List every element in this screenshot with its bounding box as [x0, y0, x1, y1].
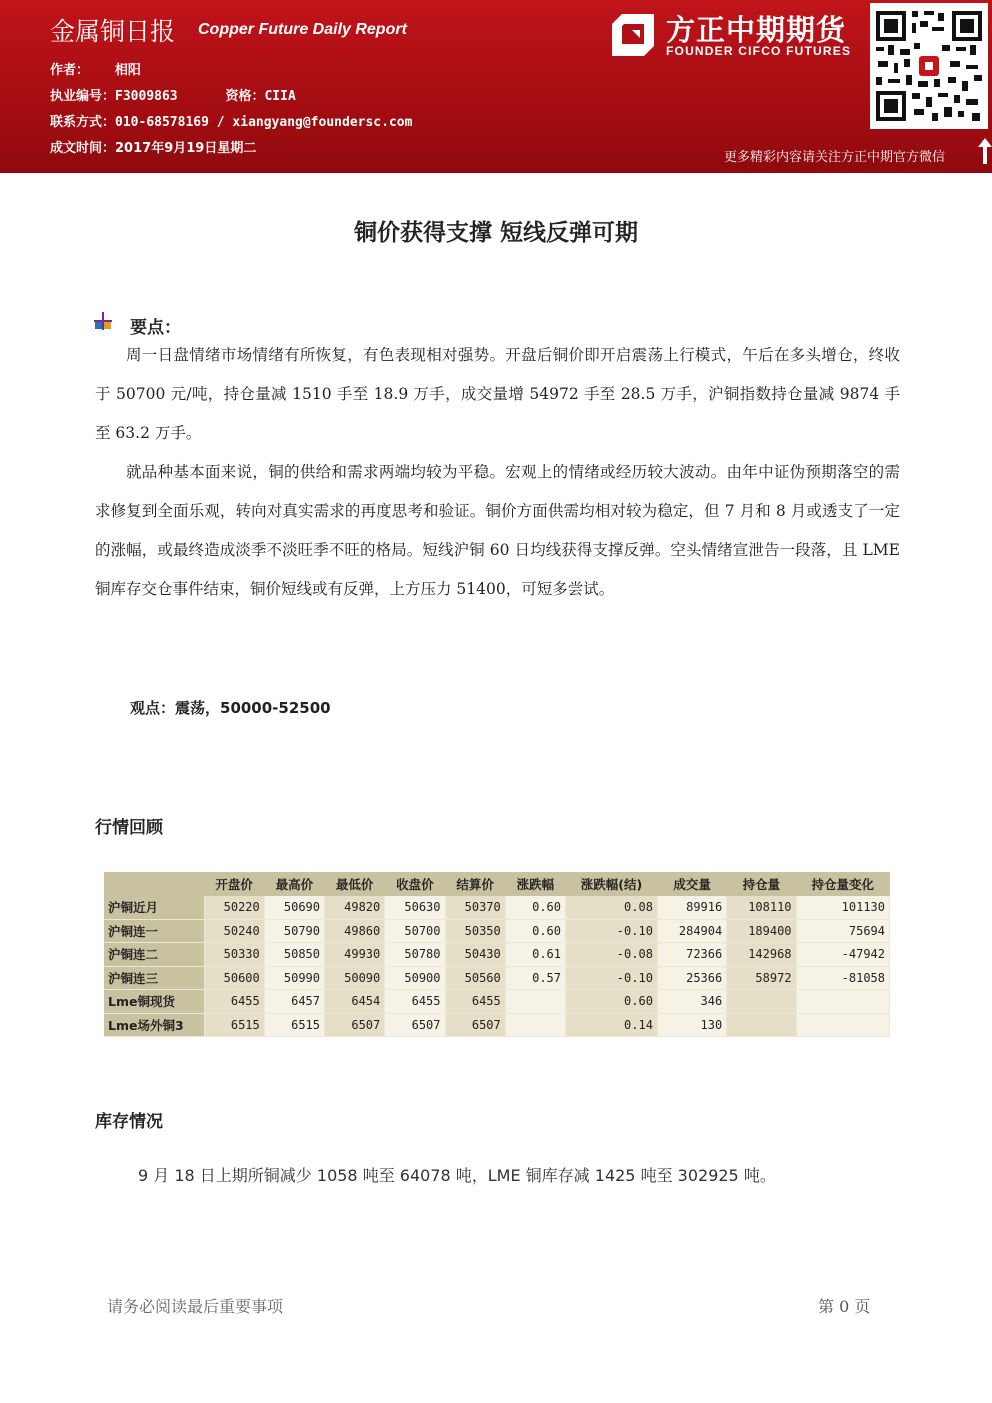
- table-row: [104, 990, 890, 1014]
- table-cell: 6454: [325, 990, 385, 1014]
- author-name: 相阳: [114, 63, 141, 78]
- market-review-table: [104, 872, 890, 1037]
- report-series-title: 金属铜日报: [50, 17, 176, 46]
- table-cell: 50370: [445, 896, 505, 919]
- row-label: 沪铜连一: [104, 919, 204, 943]
- table-cell: 0.61: [505, 943, 565, 967]
- row-label: Lme场外铜3: [104, 1013, 204, 1037]
- contact-label: 联系方式：: [50, 115, 116, 130]
- license-label: 执业编号：: [50, 89, 116, 104]
- date-label: 成文时间：: [50, 141, 116, 156]
- table-cell: 108110: [727, 896, 796, 919]
- brand-logo-icon: [610, 12, 656, 58]
- table-cell: 284904: [657, 919, 726, 943]
- table-cell: 50700: [385, 919, 445, 943]
- table-cell: [505, 1013, 565, 1037]
- table-cell: 6515: [204, 1013, 264, 1037]
- key-point-paragraph-2: 就品种基本面来说，铜的供给和需求两端均较为平稳。宏观上的情绪或经历较大波动。由年中证伪预期落空的需求修复到全面乐观，转向对真实需求的再度思考和验证。铜价方面供需均相对较为稳定，但 7 月和 8 月或透支了一定的涨幅，或最终造成淡季不淡旺季不旺的格局。短线沪铜 60 日均线获得支撑反弹。空头情绪宣泄告一段落，且 LME 铜库存交仓事件结束，铜价短线或有反弹，上方压力 51400，可短多尝试。: [95, 463, 900, 598]
- table-row: [104, 943, 890, 967]
- column-header: 涨跌幅(结): [566, 872, 658, 896]
- table-cell: 0.60: [505, 919, 565, 943]
- table-cell: 25366: [657, 966, 726, 990]
- table-cell: 50780: [385, 943, 445, 967]
- inventory-heading: 库存情况: [95, 1112, 163, 1132]
- key-points-label: 要点：: [130, 318, 181, 338]
- table-cell: 72366: [657, 943, 726, 967]
- table-cell: 89916: [657, 896, 726, 919]
- table-cell: 50900: [385, 966, 445, 990]
- table-cell: -81058: [796, 966, 889, 990]
- up-arrow-icon: [978, 138, 992, 164]
- date-line: [50, 137, 256, 156]
- table-cell: 6455: [445, 990, 505, 1014]
- row-label: 沪铜连三: [104, 966, 204, 990]
- table-cell: 50790: [264, 919, 324, 943]
- table-cell: 0.60: [505, 896, 565, 919]
- table-cell: 0.08: [566, 896, 658, 919]
- row-label: 沪铜近月: [104, 896, 204, 919]
- bullet-icon: [94, 312, 112, 330]
- table-row: [104, 919, 890, 943]
- table-cell: 50240: [204, 919, 264, 943]
- table-cell: 6507: [385, 1013, 445, 1037]
- table-cell: [727, 1013, 796, 1037]
- column-header: 持仓量变化: [796, 872, 889, 896]
- wechat-qr-code: [870, 3, 988, 129]
- column-header: 最高价: [264, 872, 324, 896]
- inventory-text: 9 月 18 日上期所铜减少 1058 吨至 64078 吨，LME 铜库存减 1425 吨至 302925 吨。: [138, 1166, 776, 1185]
- table-cell: 75694: [796, 919, 889, 943]
- table-row: [104, 896, 890, 919]
- column-header: 最低价: [325, 872, 385, 896]
- table-cell: 50850: [264, 943, 324, 967]
- column-header: 开盘价: [204, 872, 264, 896]
- table-cell: 50220: [204, 896, 264, 919]
- table-cell: 6457: [264, 990, 324, 1014]
- table-cell: 49930: [325, 943, 385, 967]
- table-cell: 189400: [727, 919, 796, 943]
- table-cell: [727, 990, 796, 1014]
- report-title: 铜价获得支撑 短线反弹可期: [353, 220, 638, 246]
- table-cell: [505, 990, 565, 1014]
- table-cell: 0.14: [566, 1013, 658, 1037]
- table-cell: 6507: [325, 1013, 385, 1037]
- table-cell: 0.60: [566, 990, 658, 1014]
- table-cell: -0.10: [566, 919, 658, 943]
- license-line: [50, 85, 296, 104]
- viewpoint: 观点：震荡，50000-52500: [130, 699, 331, 717]
- follow-wechat-text: 更多精彩内容请关注方正中期官方微信: [724, 150, 946, 165]
- table-row: [104, 1013, 890, 1037]
- table-cell: -0.08: [566, 943, 658, 967]
- table-cell: 50600: [204, 966, 264, 990]
- column-header: 结算价: [445, 872, 505, 896]
- footer-notice: 请务必阅读最后重要事项: [107, 1297, 284, 1316]
- table-cell: 346: [657, 990, 726, 1014]
- brand-logo: [610, 10, 860, 62]
- table-cell: 142968: [727, 943, 796, 967]
- table-cell: 130: [657, 1013, 726, 1037]
- table-cell: [796, 990, 889, 1014]
- qr-code-icon: [870, 3, 988, 129]
- table-cell: -47942: [796, 943, 889, 967]
- table-cell: 50630: [385, 896, 445, 919]
- report-series-subtitle: Copper Future Daily Report: [198, 21, 407, 38]
- table-cell: 6455: [385, 990, 445, 1014]
- row-label: 沪铜连二: [104, 943, 204, 967]
- qualification-label: 资格：: [225, 89, 265, 104]
- brand-name-cn: 方正中期期货: [666, 13, 847, 47]
- author-label: 作者：: [50, 63, 90, 78]
- column-header: 成交量: [657, 872, 726, 896]
- date-value: 2017年9月19日星期二: [115, 141, 257, 156]
- license-number: F3009863: [115, 89, 178, 104]
- contact-line: [50, 111, 412, 130]
- row-label: Lme铜现货: [104, 990, 204, 1014]
- report-header: [0, 0, 992, 173]
- table-cell: 50990: [264, 966, 324, 990]
- market-review-heading: 行情回顾: [95, 818, 163, 838]
- table-cell: 50330: [204, 943, 264, 967]
- brand-name-en: FOUNDER CIFCO FUTURES: [666, 44, 852, 58]
- table-cell: [796, 1013, 889, 1037]
- qualification-value: CIIA: [264, 89, 296, 104]
- table-cell: 0.57: [505, 966, 565, 990]
- table-cell: -0.10: [566, 966, 658, 990]
- table-cell: 6507: [445, 1013, 505, 1037]
- key-point-paragraph-1: 周一日盘情绪市场情绪有所恢复，有色表现相对强势。开盘后铜价即开启震荡上行模式，午后在多头增仓，终收于 50700 元/吨，持仓量减 1510 手至 18.9 万手，成交量增 54972 手至 28.5 万手，沪铜指数持仓量减 9874 手至 63.2 万手。: [95, 346, 900, 442]
- author-line: [50, 59, 141, 78]
- table-cell: 6515: [264, 1013, 324, 1037]
- table-cell: 49860: [325, 919, 385, 943]
- table-cell: 58972: [727, 966, 796, 990]
- page-number: 第 0 页: [818, 1297, 871, 1316]
- table-cell: 101130: [796, 896, 889, 919]
- table-header-row: [104, 872, 890, 896]
- table-cell: 50690: [264, 896, 324, 919]
- table-cell: 50350: [445, 919, 505, 943]
- table-cell: 50560: [445, 966, 505, 990]
- table-cell: 49820: [325, 896, 385, 919]
- table-row: [104, 966, 890, 990]
- column-header: 持仓量: [727, 872, 796, 896]
- table-cell: 50430: [445, 943, 505, 967]
- table-cell: 50090: [325, 966, 385, 990]
- table-cell: 6455: [204, 990, 264, 1014]
- column-header: [104, 872, 204, 896]
- contact-value: 010-68578169 / xiangyang@foundersc.com: [115, 115, 413, 130]
- column-header: 收盘价: [385, 872, 445, 896]
- column-header: 涨跌幅: [505, 872, 565, 896]
